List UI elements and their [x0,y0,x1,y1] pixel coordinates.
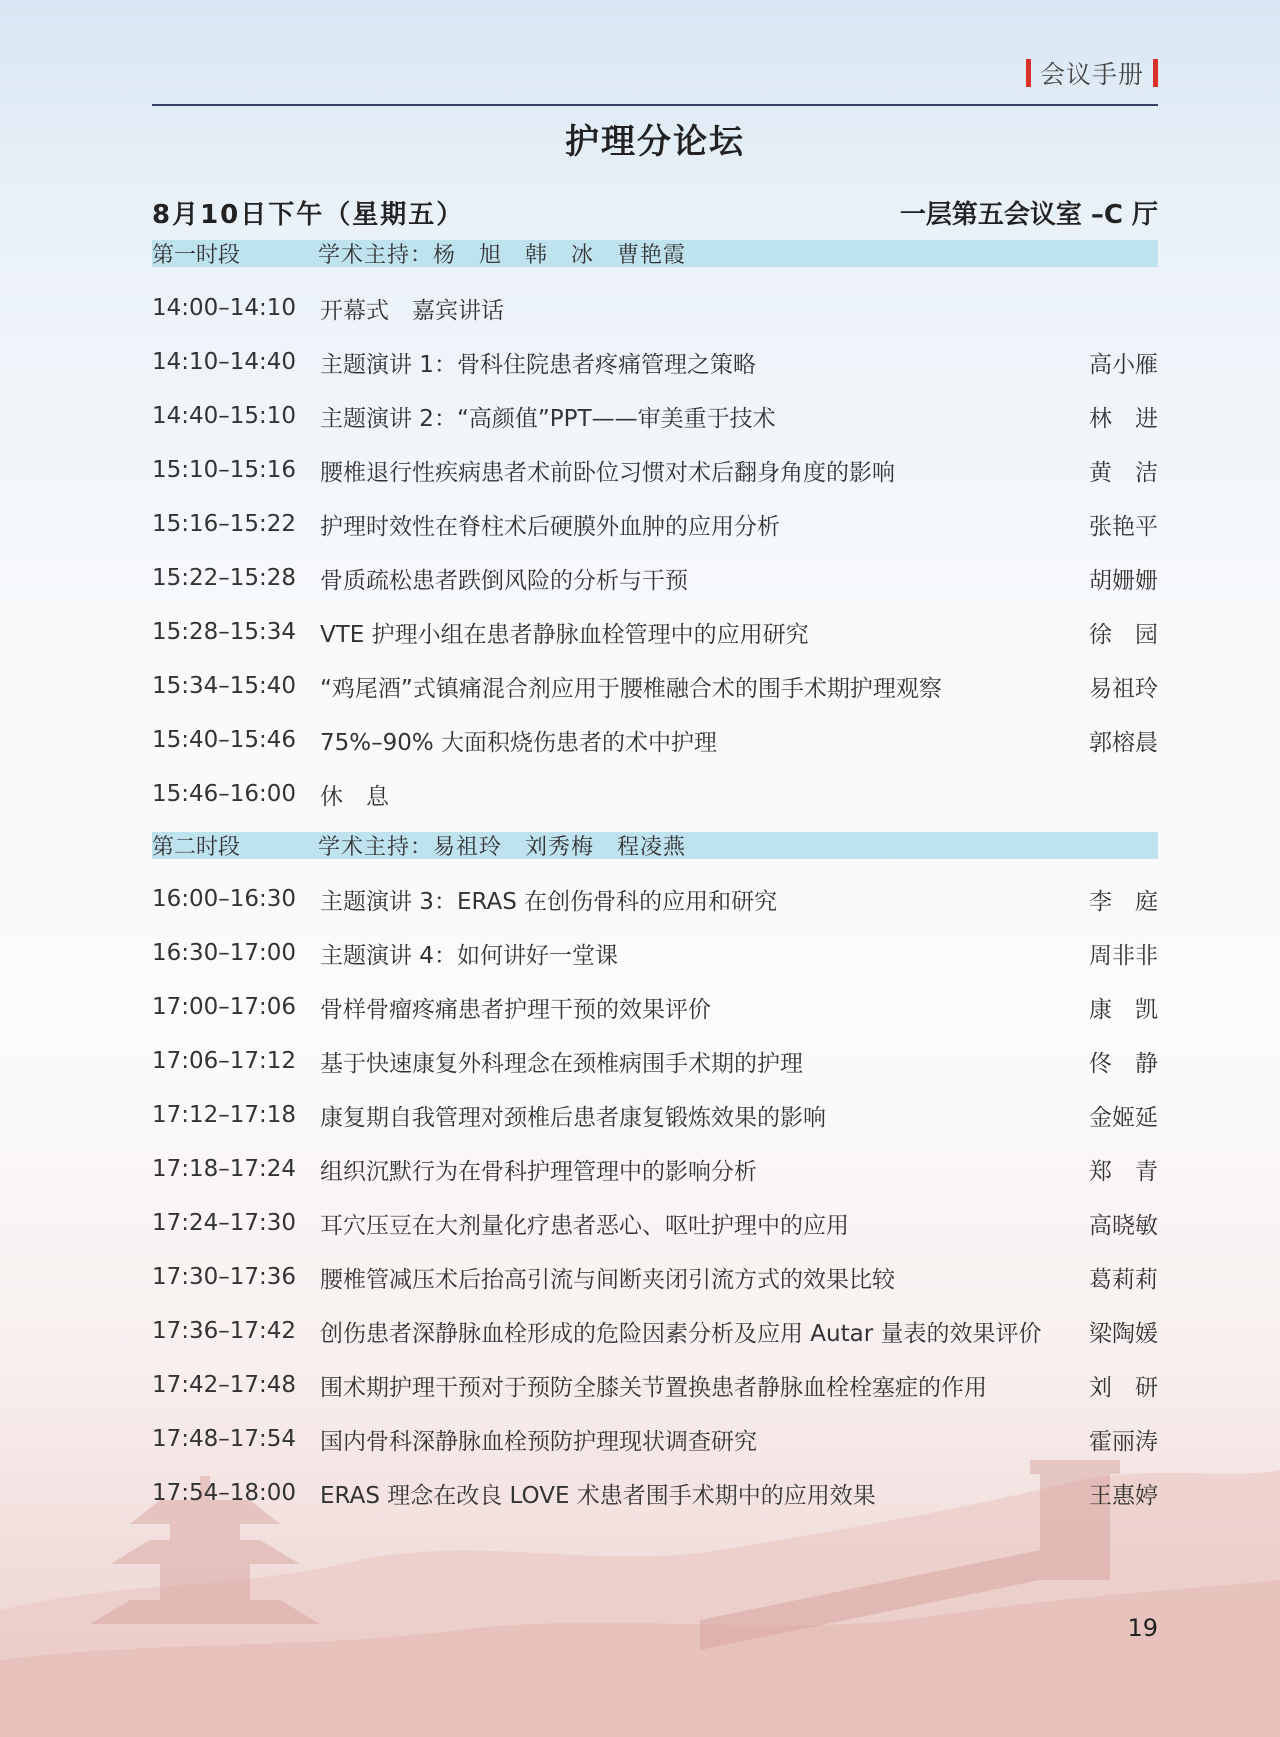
talk-topic: 围术期护理干预对于预防全膝关节置换患者静脉血栓栓塞症的作用 [320,1374,987,1401]
speaker-name: 易祖玲 [1089,675,1158,702]
time-slot: 15:10–15:16 [152,457,297,483]
talk-topic: 康复期自我管理对颈椎后患者康复锻炼效果的影响 [320,1104,826,1131]
tag-right-bar [1153,59,1158,87]
schedule-row [152,990,1158,1024]
talk-topic: 主题演讲 2：“高颜值”PPT——审美重于技术 [320,405,776,432]
speaker-name: 梁陶媛 [1089,1320,1158,1347]
talk-topic: 骨样骨瘤疼痛患者护理干预的效果评价 [320,996,711,1023]
header-divider [152,104,1158,106]
time-slot: 17:00–17:06 [152,994,297,1020]
schedule-row [152,936,1158,970]
schedule-row [152,1260,1158,1294]
time-slot: 15:34–15:40 [152,673,297,699]
speaker-name: 林 进 [1089,405,1158,432]
schedule-row [152,1314,1158,1348]
speaker-name: 刘 研 [1089,1374,1158,1401]
section-hosts: 学术主持：易祖玲 刘秀梅 程凌燕 [318,835,687,860]
speaker-name: 徐 园 [1089,621,1158,648]
schedule-row [152,615,1158,649]
speaker-name: 周非非 [1089,942,1158,969]
page-number: 19 [1127,1614,1158,1642]
time-slot: 17:30–17:36 [152,1264,297,1290]
schedule-row [152,669,1158,703]
time-slot: 15:16–15:22 [152,511,297,537]
schedule-row [152,345,1158,379]
session-date: 8月10日下午（星期五） [152,200,465,230]
time-slot: 15:40–15:46 [152,727,297,753]
talk-topic: 国内骨科深静脉血栓预防护理现状调查研究 [320,1428,757,1455]
schedule-row [152,399,1158,433]
handbook-tag-label: 会议手册 [1039,60,1144,89]
time-slot: 15:28–15:34 [152,619,297,645]
talk-topic: 开幕式 嘉宾讲话 [320,297,504,324]
schedule-row [152,1152,1158,1186]
speaker-name: 郑 青 [1089,1158,1158,1185]
time-slot: 17:36–17:42 [152,1318,297,1344]
time-slot: 17:24–17:30 [152,1210,297,1236]
speaker-name: 高晓敏 [1089,1212,1158,1239]
talk-topic: 主题演讲 1：骨科住院患者疼痛管理之策略 [320,351,756,378]
time-slot: 17:12–17:18 [152,1102,297,1128]
talk-topic: 主题演讲 4：如何讲好一堂课 [320,942,618,969]
time-slot: 17:06–17:12 [152,1048,297,1074]
time-slot: 17:42–17:48 [152,1372,297,1398]
talk-topic: 主题演讲 3：ERAS 在创伤骨科的应用和研究 [320,888,778,915]
talk-topic: 基于快速康复外科理念在颈椎病围手术期的护理 [320,1050,803,1077]
talk-topic: 腰椎退行性疾病患者术前卧位习惯对术后翻身角度的影响 [320,459,895,486]
schedule-row [152,291,1158,325]
schedule-row [152,1206,1158,1240]
schedule-row [152,1044,1158,1078]
talk-topic: 腰椎管减压术后抬高引流与间断夹闭引流方式的效果比较 [320,1266,895,1293]
section-name: 第二时段 [152,835,241,860]
speaker-name: 高小雁 [1089,351,1158,378]
talk-topic: 创伤患者深静脉血栓形成的危险因素分析及应用 Autar 量表的效果评价 [320,1320,1042,1347]
schedule-row [152,507,1158,541]
time-slot: 14:10–14:40 [152,349,297,375]
schedule-row [152,1368,1158,1402]
speaker-name: 金姬延 [1089,1104,1158,1131]
talk-topic: “鸡尾酒”式镇痛混合剂应用于腰椎融合术的围手术期护理观察 [320,675,942,702]
talk-topic: 休 息 [320,783,389,810]
forum-title: 护理分论坛 [565,122,745,162]
schedule-row [152,1476,1158,1510]
talk-topic: ERAS 理念在改良 LOVE 术患者围手术期中的应用效果 [320,1482,876,1509]
talk-topic: 护理时效性在脊柱术后硬膜外血肿的应用分析 [320,513,780,540]
talk-topic: 耳穴压豆在大剂量化疗患者恶心、呕吐护理中的应用 [320,1212,849,1239]
section-bar-1 [152,240,1158,267]
handbook-tag [1026,56,1158,90]
time-slot: 14:40–15:10 [152,403,297,429]
speaker-name: 王惠婷 [1089,1482,1158,1509]
time-slot: 15:46–16:00 [152,781,297,807]
schedule-row [152,453,1158,487]
time-slot: 15:22–15:28 [152,565,297,591]
speaker-name: 胡姗姗 [1089,567,1158,594]
time-slot: 17:54–18:00 [152,1480,297,1506]
session-room: 一层第五会议室 –C 厅 [899,200,1158,230]
schedule-row [152,1098,1158,1132]
time-slot: 17:48–17:54 [152,1426,297,1452]
schedule-row [152,777,1158,811]
talk-topic: 组织沉默行为在骨科护理管理中的影响分析 [320,1158,757,1185]
speaker-name: 康 凯 [1089,996,1158,1023]
section-bar-2 [152,832,1158,859]
speaker-name: 霍丽涛 [1089,1428,1158,1455]
speaker-name: 黄 洁 [1089,459,1158,486]
time-slot: 16:00–16:30 [152,886,297,912]
speaker-name: 李 庭 [1089,888,1158,915]
schedule-row [152,723,1158,757]
speaker-name: 佟 静 [1089,1050,1158,1077]
speaker-name: 郭榕晨 [1089,729,1158,756]
talk-topic: 骨质疏松患者跌倒风险的分析与干预 [320,567,688,594]
time-slot: 16:30–17:00 [152,940,297,966]
talk-topic: VTE 护理小组在患者静脉血栓管理中的应用研究 [320,621,809,648]
schedule-row [152,561,1158,595]
time-slot: 14:00–14:10 [152,295,297,321]
talk-topic: 75%–90% 大面积烧伤患者的术中护理 [320,729,718,756]
schedule-row [152,1422,1158,1456]
schedule-row [152,882,1158,916]
time-slot: 17:18–17:24 [152,1156,297,1182]
speaker-name: 张艳平 [1089,513,1158,540]
section-name: 第一时段 [152,243,241,268]
section-hosts: 学术主持：杨 旭 韩 冰 曹艳霞 [318,243,687,268]
speaker-name: 葛莉莉 [1089,1266,1158,1293]
